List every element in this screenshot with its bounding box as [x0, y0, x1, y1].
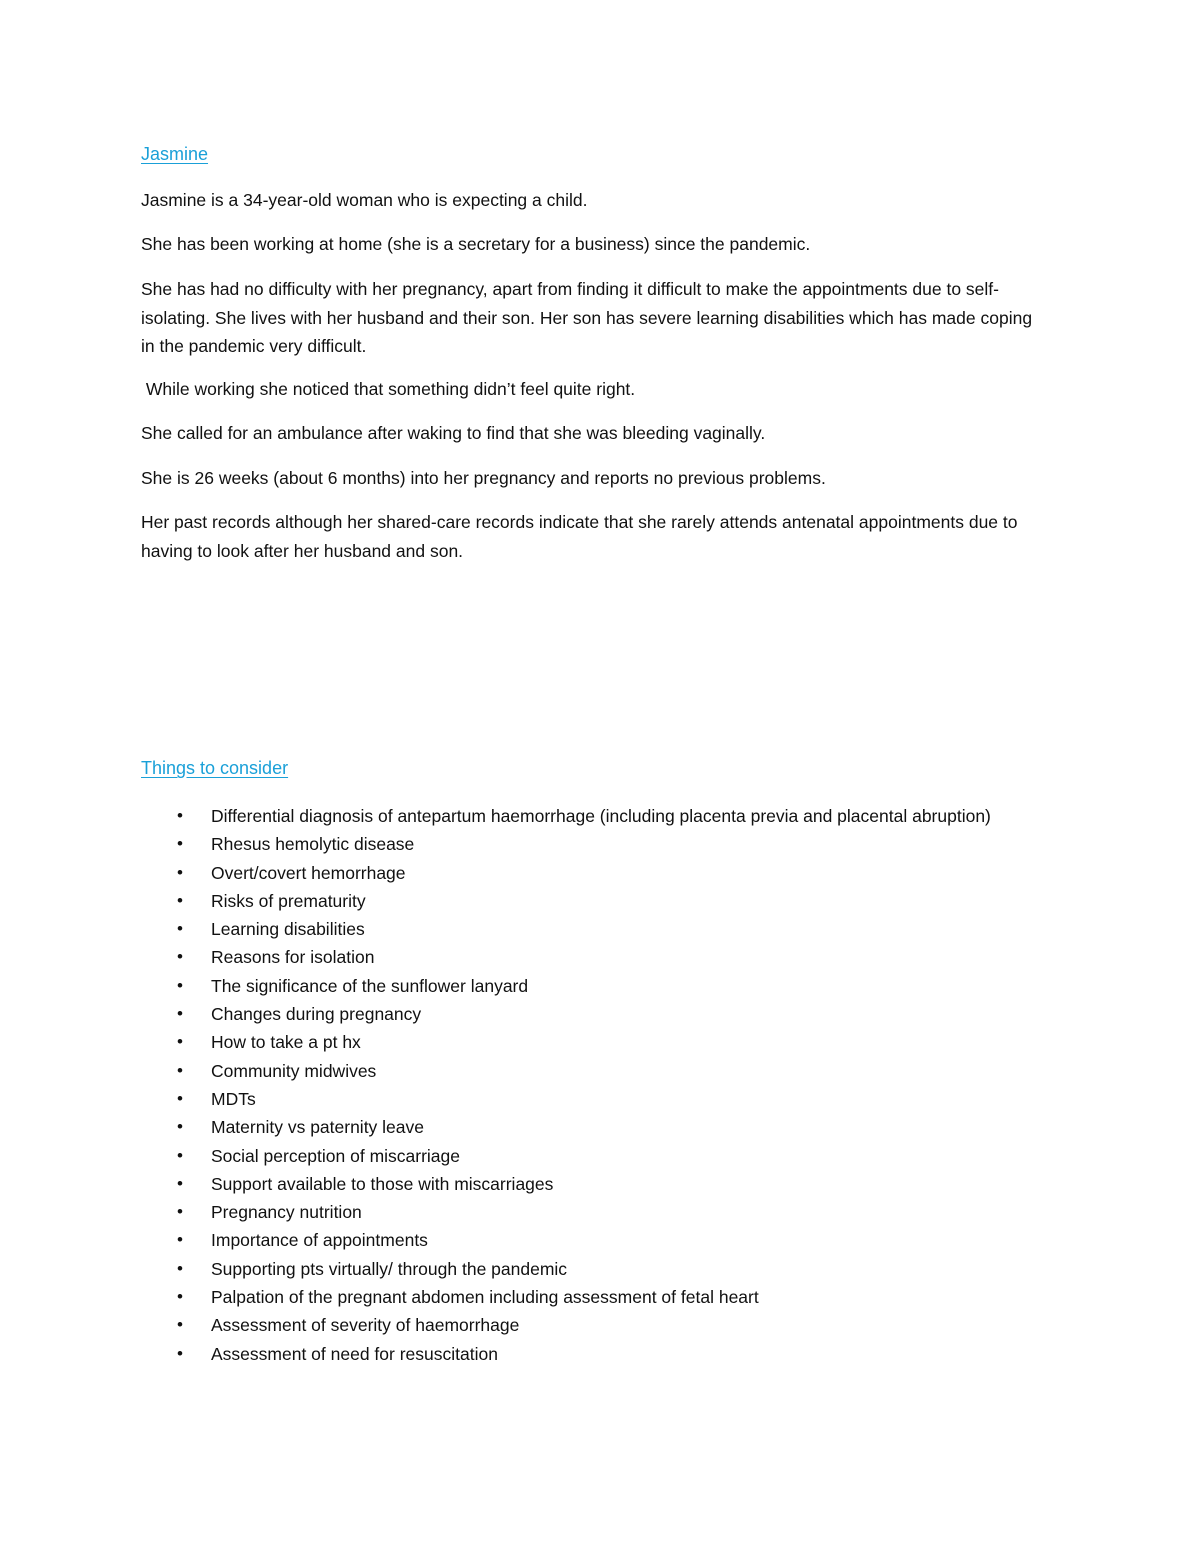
- paragraph-work: She has been working at home (she is a secretary for a business) since the pandemic.: [141, 234, 811, 254]
- list-item: [141, 972, 1041, 1000]
- list-item-text: Assessment of need for resuscitation: [211, 1343, 498, 1364]
- bullet-icon: •: [177, 1230, 183, 1250]
- list-item-text: Learning disabilities: [211, 919, 365, 940]
- list-item-text: Changes during pregnancy: [211, 1004, 422, 1025]
- list-item: [141, 1085, 1041, 1113]
- list-item: [141, 1283, 1041, 1311]
- consider-heading: Things to consider: [141, 758, 289, 778]
- bullet-icon: •: [177, 919, 183, 939]
- list-item: [141, 1113, 1041, 1141]
- paragraph-pregnancy: She has had no difficulty with her pregnancy, apart from finding it difficult to make the appointments due to self-isolating. She lives with her husband and their son. Her son has severe learning disabilities which has made coping in the pandemic very difficult.: [141, 279, 1033, 356]
- list-item-text: Palpation of the pregnant abdomen including assessment of fetal heart: [211, 1287, 759, 1308]
- list-item-text: Supporting pts virtually/ through the pandemic: [211, 1258, 568, 1279]
- list-item: [141, 1028, 1041, 1056]
- list-item: [141, 1142, 1041, 1170]
- paragraph-records: Her past records although her shared-care records indicate that she rarely attends antenatal appointments due to having to look after her husband and son.: [141, 512, 1018, 561]
- document-title: Jasmine: [141, 144, 209, 164]
- list-item: [141, 1198, 1041, 1226]
- list-item: [141, 859, 1041, 887]
- paragraph-noticed: While working she noticed that something didn’t feel quite right.: [141, 379, 636, 399]
- list-item: [141, 915, 1041, 943]
- list-item-text: Support available to those with miscarriages: [211, 1173, 554, 1194]
- paragraph-ambulance: She called for an ambulance after waking to find that she was bleeding vaginally.: [141, 423, 766, 443]
- bullet-icon: •: [177, 1088, 183, 1108]
- list-item: [141, 943, 1041, 971]
- list-item: [141, 1226, 1041, 1254]
- bullet-icon: •: [177, 1117, 183, 1137]
- bullet-icon: •: [177, 1032, 183, 1052]
- bullet-icon: •: [177, 834, 183, 854]
- bullet-icon: •: [177, 947, 183, 967]
- bullet-icon: •: [177, 890, 183, 910]
- list-item: [141, 1000, 1041, 1028]
- paragraph-intro: Jasmine is a 34-year-old woman who is expecting a child.: [141, 190, 588, 210]
- list-item: [141, 1311, 1041, 1339]
- list-item-text: Differential diagnosis of antepartum haemorrhage (including placenta previa and placental abruption): [211, 806, 991, 826]
- list-item-text: Rhesus hemolytic disease: [211, 834, 415, 855]
- bullet-icon: •: [177, 862, 183, 882]
- list-item: [141, 802, 1041, 830]
- list-item: [141, 887, 1041, 915]
- bullet-icon: •: [177, 1315, 183, 1335]
- list-item-text: Importance of appointments: [211, 1230, 428, 1251]
- bullet-icon: •: [177, 975, 183, 995]
- list-item-text: Community midwives: [211, 1060, 377, 1081]
- bullet-icon: •: [177, 1004, 183, 1024]
- bullet-icon: •: [177, 806, 183, 825]
- list-item: [141, 1057, 1041, 1085]
- list-item: [141, 830, 1041, 858]
- list-item-text: Maternity vs paternity leave: [211, 1117, 425, 1138]
- bullet-icon: •: [177, 1202, 183, 1222]
- list-item: [141, 1255, 1041, 1283]
- list-item: [141, 1170, 1041, 1198]
- bullet-icon: •: [177, 1343, 183, 1363]
- list-item-text: Risks of prematurity: [211, 890, 366, 911]
- bullet-icon: •: [177, 1060, 183, 1080]
- list-item-text: How to take a pt hx: [211, 1032, 361, 1053]
- paragraph-weeks: She is 26 weeks (about 6 months) into her pregnancy and reports no previous problems.: [141, 468, 826, 488]
- list-item-text: The significance of the sunflower lanyard: [211, 975, 529, 996]
- list-item-text: MDTs: [211, 1088, 256, 1109]
- list-item-text: Pregnancy nutrition: [211, 1202, 362, 1223]
- bullet-icon: •: [177, 1173, 183, 1193]
- bullet-icon: •: [177, 1145, 183, 1165]
- list-item-text: Assessment of severity of haemorrhage: [211, 1315, 520, 1336]
- bullet-icon: •: [177, 1287, 183, 1307]
- bullet-icon: •: [177, 1258, 183, 1278]
- list-item-text: Reasons for isolation: [211, 947, 375, 968]
- list-item-text: Overt/covert hemorrhage: [211, 862, 406, 883]
- list-item-text: Social perception of miscarriage: [211, 1145, 461, 1166]
- consider-list: [141, 802, 1041, 1368]
- list-item: [141, 1340, 1041, 1368]
